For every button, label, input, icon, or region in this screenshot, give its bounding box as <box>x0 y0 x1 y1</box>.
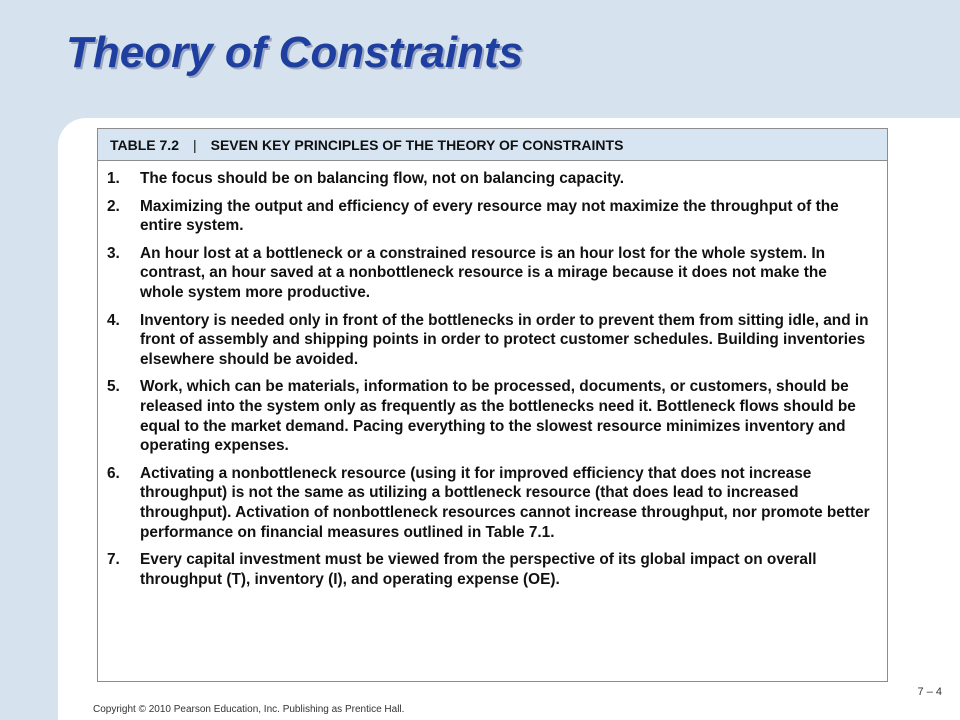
principle-item <box>107 377 873 455</box>
principle-text: Work, which can be materials, information to be processed, documents, or customers, should be released into the system only as frequently as the bottlenecks need it. Bottleneck flows should be equal to the market demand. Pacing everything to the slowest resource minimizes inventory and operating expenses. <box>140 378 856 455</box>
slide-title: Theory of Constraints <box>66 28 524 77</box>
principle-number: 3. <box>107 244 120 262</box>
table-label: TABLE 7.2 <box>110 136 179 153</box>
principle-item <box>107 169 873 189</box>
principle-text: Maximizing the output and efficiency of every resource may not maximize the throughput of the entire system. <box>140 197 839 235</box>
principle-item <box>107 197 873 236</box>
principle-text: The focus should be on balancing flow, not on balancing capacity. <box>140 170 624 187</box>
principle-text: Activating a nonbottleneck resource (using it for improved efficiency that does not increase throughput) is not the same as utilizing a bottleneck resource (that does lead to increased throughput). Activation of nonbottleneck resources cannot increase throughput, nor promote better performance on financial measures outlined in Table 7.1. <box>140 464 870 541</box>
table-header-separator: | <box>192 136 197 153</box>
principle-number: 2. <box>107 197 120 215</box>
principle-text: Inventory is needed only in front of the bottlenecks in order to prevent them from sitting idle, and in front of assembly and shipping points in order to protect customer schedules. Building inventories elsewhere should be avoided. <box>140 311 869 368</box>
principle-item <box>107 550 873 589</box>
copyright-notice: Copyright © 2010 Pearson Education, Inc. Publishing as Prentice Hall. <box>93 704 405 715</box>
principle-item <box>107 244 873 303</box>
table-header <box>98 129 887 161</box>
principle-number: 5. <box>107 378 120 396</box>
principle-number: 4. <box>107 311 120 329</box>
principle-item <box>107 311 873 370</box>
principles-table <box>97 128 888 682</box>
table-heading: SEVEN KEY PRINCIPLES OF THE THEORY OF CONSTRAINTS <box>210 136 624 153</box>
principle-number: 7. <box>107 551 120 569</box>
principle-number: 1. <box>107 170 120 187</box>
principle-text: Every capital investment must be viewed from the perspective of its global impact on overall throughput (T), inventory (I), and operating expense (OE). <box>140 551 817 588</box>
principle-item <box>107 464 873 542</box>
principles-list <box>98 161 887 589</box>
principle-number: 6. <box>107 464 120 482</box>
principle-text: An hour lost at a bottleneck or a constrained resource is an hour lost for the whole system. In contrast, an hour saved at a nonbottleneck resource is a mirage because it does not make the whole system more productive. <box>140 244 827 301</box>
page-number: 7 – 4 <box>917 686 942 698</box>
